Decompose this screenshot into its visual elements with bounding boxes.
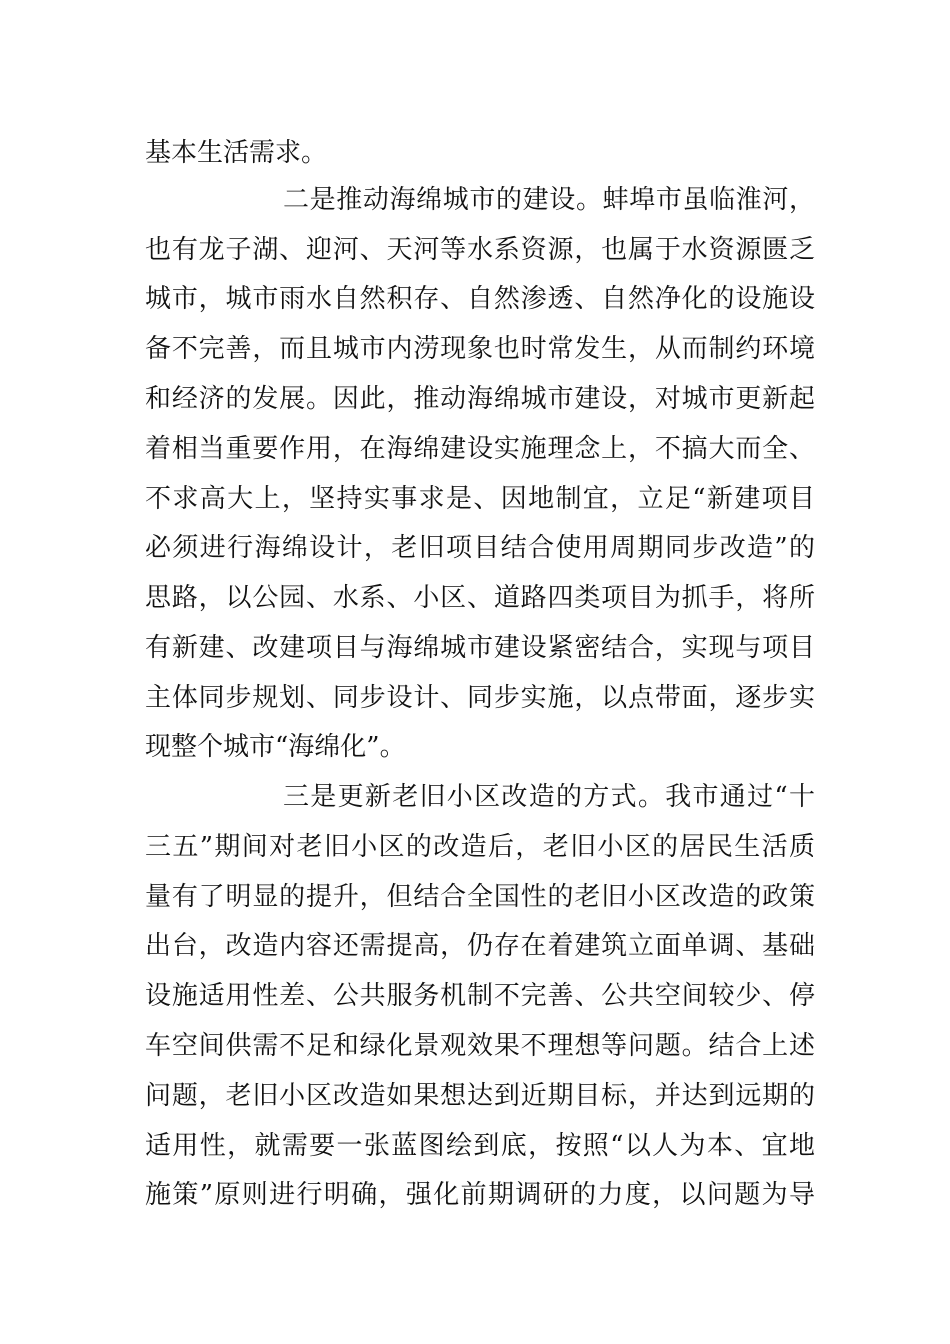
paragraph-2-line-11: 主体同步规划、同步设计、同步实施，以点带面，逐步实 [145,683,815,713]
paragraph-3-line-5: 设施适用性差、公共服务机制不完善、公共空间较少、停 [145,981,815,1011]
paragraph-2-line-4: 备不完善，而且城市内涝现象也时常发生，从而制约环境 [145,334,815,364]
paragraph-3-line-3: 量有了明显的提升，但结合全国性的老旧小区改造的政策 [145,882,815,912]
paragraph-1-line-1: 基本生活需求。 [145,138,328,168]
paragraph-2-line-6: 着相当重要作用，在海绵建设实施理念上，不搞大而全、 [145,434,815,464]
paragraph-2-line-1: 二是推动海绵城市的建设。蚌埠市虽临淮河， [283,185,815,215]
paragraph-2-line-7: 不求高大上，坚持实事求是、因地制宜，立足“新建项目 [145,484,815,514]
paragraph-3-line-7: 问题，老旧小区改造如果想达到近期目标，并达到远期的 [145,1081,815,1111]
paragraph-3-line-9: 施策”原则进行明确，强化前期调研的力度，以问题为导 [145,1180,815,1210]
paragraph-2-line-10: 有新建、改建项目与海绵城市建设紧密结合，实现与项目 [145,633,815,663]
paragraph-3-line-2: 三五”期间对老旧小区的改造后，老旧小区的居民生活质 [145,832,815,862]
paragraph-2-line-2: 也有龙子湖、迎河、天河等水系资源，也属于水资源匮乏 [145,235,815,265]
paragraph-3-line-1: 三是更新老旧小区改造的方式。我市通过“十 [283,782,815,812]
paragraph-2-line-9: 思路，以公园、水系、小区、道路四类项目为抓手，将所 [145,583,815,613]
paragraph-2-line-12: 现整个城市“海绵化”。 [145,732,406,762]
paragraph-3-line-6: 车空间供需不足和绿化景观效果不理想等问题。结合上述 [145,1031,815,1061]
paragraph-3-line-8: 适用性，就需要一张蓝图绘到底，按照“以人为本、宜地 [145,1131,815,1161]
paragraph-2-line-5: 和经济的发展。因此，推动海绵城市建设，对城市更新起 [145,384,815,414]
paragraph-3-line-4: 出台，改造内容还需提高，仍存在着建筑立面单调、基础 [145,931,815,961]
paragraph-2-line-8: 必须进行海绵设计，老旧项目结合使用周期同步改造”的 [145,533,815,563]
paragraph-2-line-3: 城市，城市雨水自然积存、自然渗透、自然净化的设施设 [145,284,815,314]
